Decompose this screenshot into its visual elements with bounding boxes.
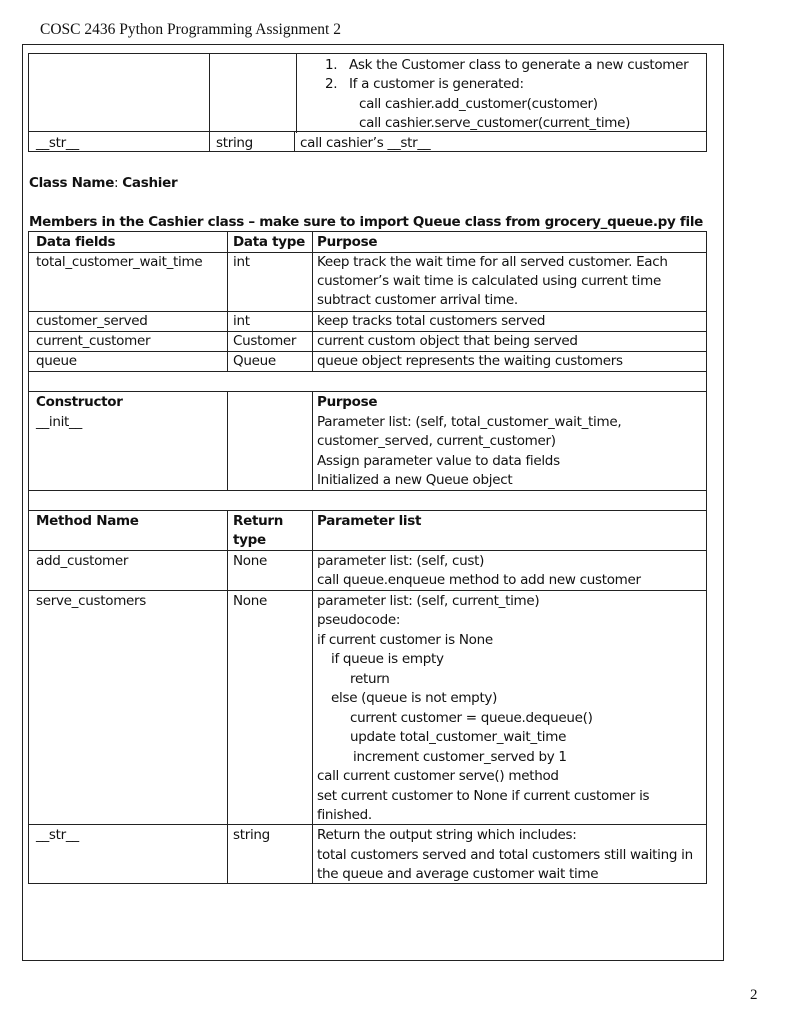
constructor-purpose: Initialized a new Queue object [317, 472, 513, 488]
constructor-purpose: customer_served, current_customer) [317, 433, 556, 449]
return-type: string [233, 827, 270, 843]
field-purpose: subtract customer arrival time. [317, 292, 518, 308]
pseudocode-line: finished. [317, 807, 372, 823]
step-number: 1. [325, 57, 338, 73]
field-name: total_customer_wait_time [36, 254, 203, 270]
document-header: COSC 2436 Python Programming Assignment 2 [40, 21, 341, 38]
field-name: customer_served [36, 313, 148, 329]
field-type: Customer [233, 333, 297, 349]
sub-step: call cashier.add_customer(customer) [359, 96, 598, 112]
return-type: None [233, 553, 268, 569]
step-text: If a customer is generated: [349, 76, 524, 92]
constructor-name: __init__ [36, 414, 82, 430]
pseudocode-line: else (queue is not empty) [331, 690, 498, 706]
pseudocode-line: current customer = queue.dequeue() [350, 710, 593, 726]
column-header: type [233, 532, 266, 548]
field-name: queue [36, 353, 77, 369]
constructor-purpose: Assign parameter value to data fields [317, 453, 560, 469]
col-divider [294, 132, 295, 152]
method-name: __str__ [36, 827, 79, 843]
data-fields-table [28, 231, 707, 372]
field-purpose: Keep track the wait time for all served customer. Each [317, 254, 668, 270]
method-detail: call queue.enqueue method to add new customer [317, 572, 641, 588]
field-purpose: current custom object that being served [317, 333, 578, 349]
column-header: Return [233, 513, 284, 529]
method-detail: pseudocode: [317, 612, 401, 628]
field-purpose: keep tracks total customers served [317, 313, 546, 329]
column-header: Method Name [36, 513, 139, 529]
pseudocode-line: if current customer is None [317, 632, 493, 648]
field-purpose: queue object represents the waiting customers [317, 353, 623, 369]
column-header: Purpose [317, 394, 378, 410]
return-type: string [216, 135, 253, 151]
pseudocode-line: update total_customer_wait_time [350, 729, 567, 745]
method-name: serve_customers [36, 593, 147, 609]
class-name-value: Cashier [122, 175, 178, 191]
constructor-purpose: Parameter list: (self, total_customer_wait_time, [317, 414, 622, 430]
method-detail: parameter list: (self, cust) [317, 553, 485, 569]
step-text: Ask the Customer class to generate a new customer [349, 57, 689, 73]
method-detail: total customers served and total customers still waiting in [317, 847, 693, 863]
field-type: int [233, 254, 250, 270]
column-header: Data type [233, 234, 305, 250]
field-purpose: customer’s wait time is calculated using current time [317, 273, 661, 289]
column-header: Purpose [317, 234, 378, 250]
column-header: Parameter list [317, 513, 422, 529]
main-loop-table [28, 53, 707, 152]
method-description: call cashier’s __str__ [300, 135, 431, 151]
pseudocode-line: return [350, 671, 390, 687]
class-name-label: Class Name [29, 175, 115, 191]
field-type: Queue [233, 353, 276, 369]
method-name: add_customer [36, 553, 129, 569]
page-number: 2 [750, 987, 758, 1003]
pseudocode-line: if queue is empty [331, 651, 444, 667]
pseudocode-line: call current customer serve() method [317, 768, 559, 784]
sub-step: call cashier.serve_customer(current_time) [359, 115, 631, 131]
methods-table [28, 490, 707, 884]
constructor-table [28, 371, 707, 491]
column-header: Constructor [36, 394, 123, 410]
pseudocode-line: set current customer to None if current customer is [317, 788, 650, 804]
pseudocode-line: increment customer_served by 1 [353, 749, 567, 765]
column-header: Data fields [36, 234, 116, 250]
members-heading: Members in the Cashier class – make sure to import Queue class from grocery_queue.py file [29, 214, 704, 230]
col-divider [209, 54, 210, 151]
field-type: int [233, 313, 250, 329]
method-detail: parameter list: (self, current_time) [317, 593, 540, 609]
method-name: __str__ [36, 135, 79, 151]
class-name-line: Class Name: Cashier [29, 175, 178, 191]
step-number: 2. [325, 76, 338, 92]
method-detail: the queue and average customer wait time [317, 866, 599, 882]
method-detail: Return the output string which includes: [317, 827, 577, 843]
return-type: None [233, 593, 268, 609]
field-name: current_customer [36, 333, 151, 349]
col-divider [296, 54, 297, 133]
